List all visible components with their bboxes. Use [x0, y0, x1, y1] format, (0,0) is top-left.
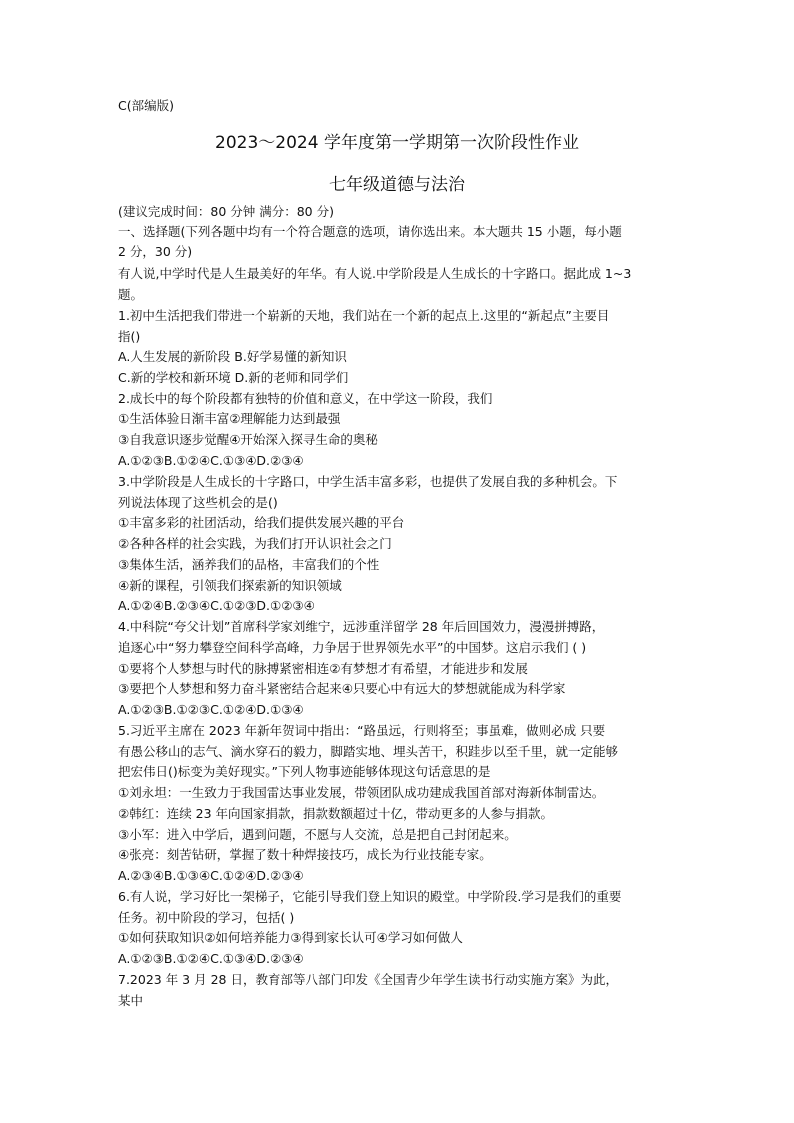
q4-items-1: ①要将个人梦想与时代的脉搏紧密相连②有梦想才有希望，才能进步和发展	[118, 661, 528, 676]
edition-label: C(部编版)	[118, 98, 174, 113]
q6-items: ①如何获取知识②如何培养能力③得到家长认可④学习如何做人	[118, 930, 463, 945]
q1-options-ab: A.人生发展的新阶段 B.好学易懂的新知识	[118, 349, 347, 364]
q4-stem-cont: 追逐心中“努力攀登空间科学高峰，力争居于世界领先水平”的中国梦。这启示我们 ( )	[118, 640, 587, 655]
q3-stem-cont: 列说法体现了这些机会的是()	[118, 495, 278, 510]
q5-options: A.②③④B.①③④C.①②④D.②③④	[118, 868, 304, 883]
q5-stem-cont-2: 把宏伟日()标变为美好现实。”下列人物事迹能够体现这句话意思的是	[118, 764, 491, 779]
document-title: 2023～2024 学年度第一学期第一次阶段性作业	[215, 133, 579, 153]
q2-stem: 2.成长中的每个阶段都有独特的价值和意义，在中学这一阶段，我们	[118, 391, 493, 406]
q3-item-4: ④新的课程，引领我们探索新的知识领域	[118, 578, 342, 593]
q3-item-1: ①丰富多彩的社团活动，给我们提供发展兴趣的平台	[118, 515, 405, 530]
q7-stem: 7.2023 年 3 月 28 日，教育部等八部门印发《全国青少年学生读书行动实施方案》为此，	[118, 972, 618, 987]
q3-item-2: ②各种各样的社会实践，为我们打开认识社会之门	[118, 536, 392, 551]
document-subtitle: 七年级道德与法治	[329, 175, 465, 195]
section-intro: 有人说,中学时代是人生最美好的年华。有人说.中学阶段是人生成长的十字路口。据此成 1~3	[118, 266, 632, 281]
q5-item-3: ③小军：进入中学后，遇到问题，不愿与人交流，总是把自己封闭起来。	[118, 827, 517, 842]
section-heading: 一、选择题(下列各题中均有一个符合题意的选项，请你选出来。本大题共 15 小题，每小题	[118, 224, 622, 239]
q3-item-3: ③集体生活，涵养我们的品格，丰富我们的个性	[118, 557, 380, 572]
q4-items-2: ③要把个人梦想和努力奋斗紧密结合起来④只要心中有远大的梦想就能成为科学家	[118, 681, 566, 696]
q6-stem: 6.有人说，学习好比一架梯子，它能引导我们登上知识的殿堂。中学阶段.学习是我们的重要	[118, 889, 622, 904]
q5-item-1: ①刘永坦：一生致力于我国雷达事业发展，带领团队成功建成我国首部对海新体制雷达。	[118, 785, 605, 800]
q5-stem-cont-1: 有愚公移山的志气、滴水穿石的毅力，脚踏实地、埋头苦干，积跬步以至千里，就一定能够	[118, 744, 619, 759]
q2-items-1: ①生活体验日渐丰富②理解能力达到最强	[118, 411, 341, 426]
q5-stem: 5.习近平主席在 2023 年新年贺词中指出：“路虽远，行则将至；事虽难，做则必成 只要	[118, 723, 606, 738]
q6-options: A.①②③B.①②④C.①③④D.②③④	[118, 951, 304, 966]
q3-stem: 3.中学阶段是人生成长的十字路口，中学生活丰富多彩，也提供了发展自我的多种机会。下	[118, 474, 618, 489]
q7-stem-cont: 某中	[118, 993, 144, 1008]
q1-stem-cont: 指()	[118, 329, 141, 344]
q5-item-4: ④张亮：刻苦钻研，掌握了数十种焊接技巧，成长为行业技能专家。	[118, 847, 492, 862]
section-intro-cont: 题。	[118, 287, 144, 302]
time-info: (建议完成时间：80 分钟 满分：80 分)	[118, 204, 334, 219]
q2-items-2: ③自我意识逐步觉醒④开始深入探寻生命的奥秘	[118, 432, 378, 447]
q2-options: A.①②③B.①②④C.①③④D.②③④	[118, 453, 304, 468]
q1-stem: 1.初中生活把我们带进一个崭新的天地，我们站在一个新的起点上.这里的“新起点”主要目	[118, 308, 610, 323]
q1-options-cd: C.新的学校和新环境 D.新的老师和同学们	[118, 370, 349, 385]
section-heading-cont: 2 分，30 分)	[118, 244, 193, 259]
q6-stem-cont: 任务。初中阶段的学习，包括( )	[118, 910, 295, 925]
q4-options: A.①②③B.①②③C.①②④D.①③④	[118, 702, 304, 717]
q5-item-2: ②韩红：连续 23 年向国家捐款，捐款数额超过十亿，带动更多的人参与捐款。	[118, 806, 554, 821]
q4-stem: 4.中科院“夸父计划”首席科学家刘维宁，远涉重洋留学 28 年后回国效力，漫漫拼搏路，	[118, 619, 605, 634]
q3-options: A.①②④B.②③④C.①②③D.①②③④	[118, 598, 315, 613]
